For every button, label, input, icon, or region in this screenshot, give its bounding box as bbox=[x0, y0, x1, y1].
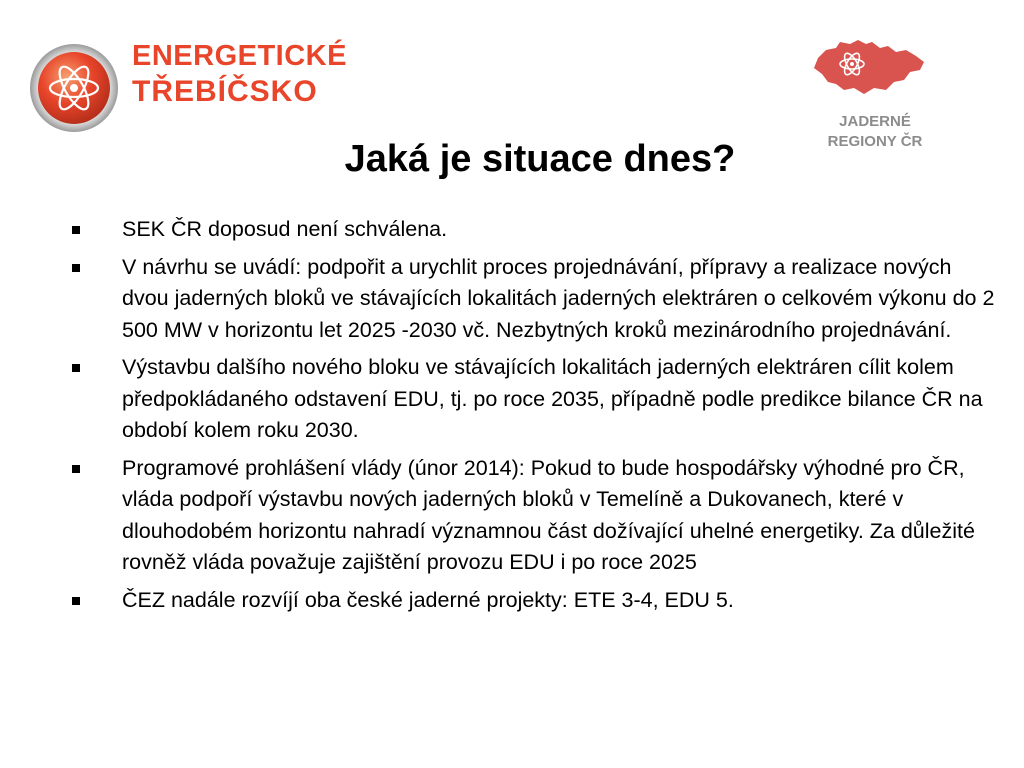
bullet-text: V návrhu se uvádí: podpořit a urychlit proces projednávání, přípravy a realizace nových dvou jaderných bloků ve stávajících lokalitách jaderných elektráren o celkovém výkonu do 2 500 MW v horizontu let 2025 -2030 vč. Nezbytných kroků mezinárodního projednávání. bbox=[122, 254, 995, 342]
atom-orb-icon bbox=[28, 42, 120, 134]
bullet-text: ČEZ nadále rozvíjí oba české jaderné projekty: ETE 3-4, EDU 5. bbox=[122, 587, 734, 612]
bullet-item bbox=[72, 352, 1002, 447]
slide-title: Jaká je situace dnes? bbox=[344, 138, 736, 180]
bullet-item bbox=[72, 252, 1002, 347]
bullet-list bbox=[72, 214, 1002, 622]
bullet-item bbox=[72, 453, 1002, 579]
bullet-text: SEK ČR doposud není schválena. bbox=[122, 217, 448, 241]
bullet-text: Programové prohlášení vlády (únor 2014): Pokud to bude hospodářsky výhodné pro ČR, vláda podpoří výstavbu nových jaderných bloků v Temelíně a Dukovanech, které v dlouhodobém horizontu nahradí významnou část dožívající uhelné energetiky. Za důležité rovněž vláda považuje zajištění provozu EDU i po roce 2025 bbox=[122, 455, 975, 574]
square-bullet-icon bbox=[72, 465, 80, 473]
logo-caption-line2: REGIONY ČR bbox=[827, 133, 923, 150]
square-bullet-icon bbox=[72, 226, 80, 234]
logo-caption-line1: JADERNÉ bbox=[839, 113, 911, 130]
energeticke-trebicsko-logo bbox=[28, 40, 347, 132]
square-bullet-icon bbox=[72, 364, 80, 372]
square-bullet-icon bbox=[72, 597, 80, 605]
bullet-text: Výstavbu dalšího nového bloku ve stávajících lokalitách jaderných elektráren cílit kolem předpokládaného odstavení EDU, tj. po roce 2035, případně podle predikce bilance ČR na období kolem roku 2030. bbox=[122, 355, 983, 442]
bullet-item bbox=[72, 585, 1002, 617]
czech-map-atom-icon bbox=[810, 36, 930, 98]
logo-text-line1: ENERGETICKÉ bbox=[132, 40, 347, 72]
square-bullet-icon bbox=[72, 264, 80, 272]
logo-text-line2: TŘEBÍČSKO bbox=[132, 75, 318, 108]
bullet-item bbox=[72, 214, 1002, 246]
